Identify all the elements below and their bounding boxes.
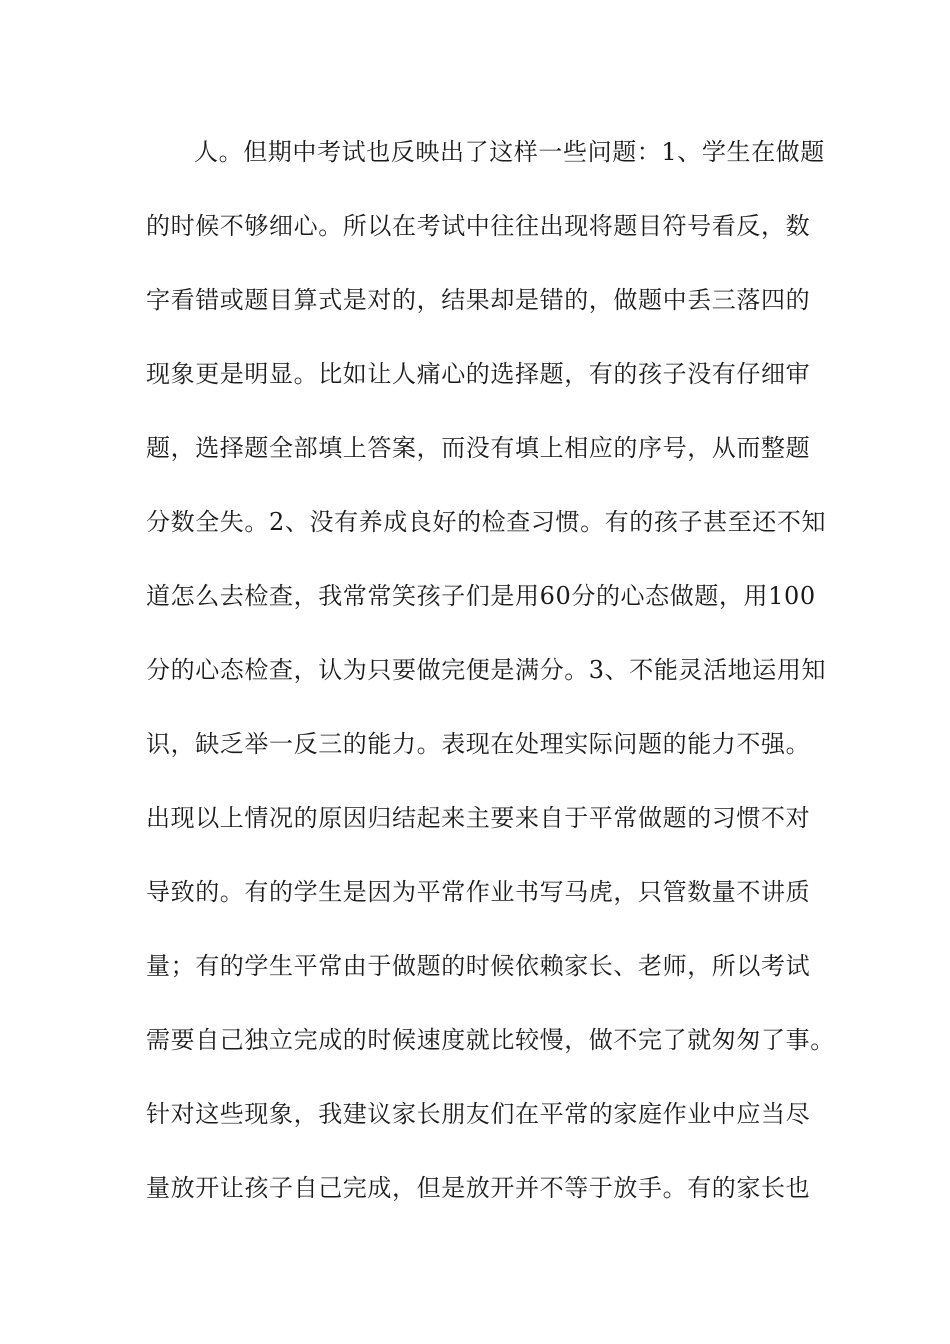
text-line-13: 需要自己独立完成的时候速度就比较慢，做不完了就匆匆了事。: [146, 1026, 835, 1054]
text-line-14: 针对这些现象，我建议家长朋友们在平常的家庭作业中应当尽: [146, 1100, 811, 1128]
text-line-12: 量；有的学生平常由于做题的时候依赖家长、老师，所以考试: [146, 952, 811, 980]
text-line-11: 导致的。有的学生是因为平常作业书写马虎，只管数量不讲质: [146, 878, 811, 906]
text-line-15: 量放开让孩子自己完成，但是放开并不等于放手。有的家长也: [146, 1174, 811, 1202]
text-line-4: 现象更是明显。比如让人痛心的选择题，有的孩子没有仔细审: [146, 360, 811, 388]
text-line-3: 字看错或题目算式是对的，结果却是错的，做题中丢三落四的: [146, 286, 811, 314]
text-line-1: 人。但期中考试也反映出了这样一些问题：1、学生在做题: [194, 138, 825, 166]
body-text: [146, 132, 835, 1242]
text-line-10: 出现以上情况的原因归结起来主要来自于平常做题的习惯不对: [146, 804, 811, 832]
text-line-9: 识，缺乏举一反三的能力。表现在处理实际问题的能力不强。: [146, 730, 811, 758]
text-line-7: 道怎么去检查，我常常笑孩子们是用60分的心态做题，用100: [146, 582, 816, 610]
text-line-5: 题，选择题全部填上答案，而没有填上相应的序号，从而整题: [146, 434, 811, 462]
text-line-6: 分数全失。2、没有养成良好的检查习惯。有的孩子甚至还不知: [146, 508, 827, 536]
text-line-8: 分的心态检查，认为只要做完便是满分。3、不能灵活地运用知: [146, 656, 827, 684]
text-line-2: 的时候不够细心。所以在考试中往往出现将题目符号看反，数: [146, 212, 811, 240]
